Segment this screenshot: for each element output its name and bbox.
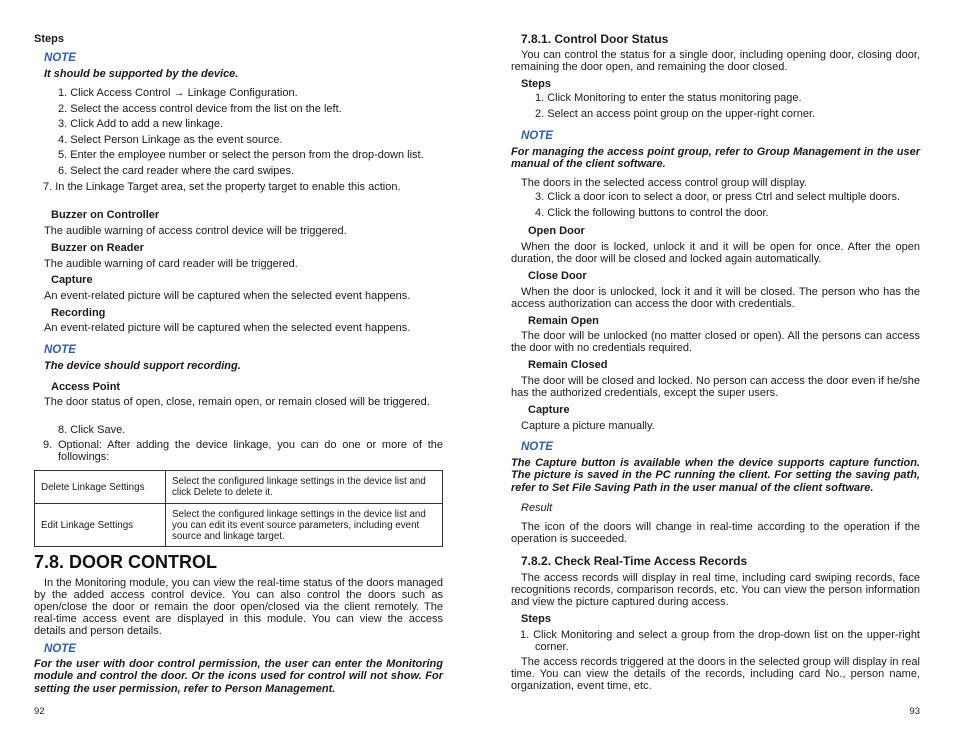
recording-text: An event-related picture will be captured when the selected event happens. (44, 322, 411, 334)
buzzer-reader-title: Buzzer on Reader (51, 242, 144, 254)
table-cell-desc: Select the configured linkage settings in the device list and you can edit its event source parameters, including event source and linkage target. (166, 504, 443, 547)
capture-text: An event-related picture will be captured when the selected event happens. (44, 290, 411, 302)
step-item (34, 102, 443, 118)
capture-title: Capture (51, 274, 93, 286)
step-item (34, 148, 443, 164)
table-row (35, 504, 443, 547)
step-text: 3. Click Add to add a new linkage. (58, 118, 224, 130)
step-text: 2. Select an access point group on the upper-right corner. (535, 107, 816, 120)
close-door-text: When the door is unlocked, lock it and it will be closed. The person who has the access authorization can access the door with credentials. (511, 286, 920, 310)
display-text: The doors in the selected access control group will display. (521, 177, 807, 189)
note-label: NOTE (521, 441, 553, 453)
table-cell-name: Delete Linkage Settings (35, 471, 166, 504)
step-text: 1. Click Monitoring and select a group from the drop-down list on the upper-right corner. (520, 629, 920, 653)
step-item (511, 91, 920, 107)
step-item (511, 190, 920, 206)
linkage-table (34, 470, 443, 547)
buzzer-controller-title: Buzzer on Controller (51, 209, 160, 221)
buzzer-controller-text: The audible warning of access control device will be triggered. (44, 225, 347, 237)
step-item (511, 629, 920, 653)
final-text: The access records triggered at the doors in the selected group will display in real time. You can view the details of the records, including card No., person name, organization, event time, etc. (511, 656, 920, 692)
capture-title: Capture (528, 404, 570, 416)
note-text: The device should support recording. (44, 360, 241, 372)
note-text: For managing the access point group, refer to Group Management in the user manual of the client software. (511, 146, 920, 171)
section-title: 7.8. DOOR CONTROL (34, 552, 218, 572)
note-label: NOTE (44, 643, 76, 655)
step-item (34, 423, 443, 439)
step-text: 1. Click Access Control → Linkage Configuration. (58, 87, 298, 99)
result-heading: Result (521, 502, 553, 514)
subsection-text: You can control the status for a single door, including opening door, closing door, remaining the door open, and remaining the door closed. (511, 49, 920, 73)
step-item (34, 164, 443, 180)
step-item (34, 181, 443, 193)
step-text: 7. In the Linkage Target area, set the property target to enable this action. (43, 181, 401, 193)
table-cell-desc: Select the configured linkage settings in the device list and click Delete to delete it. (166, 471, 443, 504)
step-text: 4. Select Person Linkage as the event source. (58, 133, 283, 146)
step-text: 8. Click Save. (58, 424, 126, 436)
note-label: NOTE (44, 344, 76, 356)
result-text: The icon of the doors will change in real-time according to the operation if the operation is succeeded. (511, 521, 920, 545)
steps-list (511, 190, 920, 221)
step-text: 6. Select the card reader where the card swipes. (58, 164, 295, 177)
step-text: 1. Click Monitoring to enter the status monitoring page. (535, 92, 802, 104)
capture-text: Capture a picture manually. (521, 420, 655, 432)
subsection-title: 7.8.2. Check Real-Time Access Records (521, 554, 748, 568)
right-page (477, 0, 954, 738)
open-door-text: When the door is locked, unlock it and it will be open for once. After the open duration, the door will be closed and locked again automatically. (511, 241, 920, 265)
steps-heading: Steps (521, 78, 551, 90)
note-label: NOTE (44, 52, 76, 64)
remain-open-text: The door will be unlocked (no matter closed or open). All the persons can access the door with no credentials required. (511, 330, 920, 354)
steps-list (34, 86, 443, 193)
steps-heading: Steps (34, 33, 64, 45)
step-item (34, 117, 443, 133)
step-text: 3. Click a door icon to select a door, or press Ctrl and select multiple doors. (535, 191, 901, 203)
subsection-text: The access records will display in real time, including card swiping records, face recognitions records, comparison records, etc. You can view the person information and view the picture captured during access. (511, 572, 920, 608)
step-item (34, 439, 443, 463)
table-cell-name: Edit Linkage Settings (35, 504, 166, 547)
table-row (35, 471, 443, 504)
section-text: In the Monitoring module, you can view the real-time status of the doors managed by the added access control device. You can also control the doors such as open/close the door or remain the door open/closed via the client remotely. The real-time access event are displayed in this module. You can view the access details and person details. (34, 577, 443, 637)
access-point-text: The door status of open, close, remain open, or remain closed will be triggered. (44, 396, 430, 408)
access-point-title: Access Point (51, 381, 121, 393)
steps-list (511, 91, 920, 122)
steps-heading: Steps (521, 613, 551, 625)
step-text: 2. Select the access control device from the list on the left. (58, 102, 342, 115)
recording-title: Recording (51, 307, 106, 319)
note-text: It should be supported by the device. (44, 68, 239, 80)
remain-closed-text: The door will be closed and locked. No person can access the door even if he/she has the authorized credentials, except the super users. (511, 375, 920, 399)
step-text: 5. Enter the employee number or select the person from the drop-down list. (58, 149, 424, 161)
buzzer-reader-text: The audible warning of card reader will be triggered. (44, 258, 298, 270)
close-door-title: Close Door (528, 270, 587, 282)
steps-list (34, 423, 443, 463)
note-label: NOTE (521, 130, 553, 142)
step-item (511, 206, 920, 222)
remain-closed-title: Remain Closed (528, 359, 608, 371)
page-number: 92 (34, 706, 45, 717)
step-text: 9. Optional: After adding the device linkage, you can do one or more of the followings: (43, 438, 443, 463)
note-text: The Capture button is available when the device supports capture function. The picture is saved in the PC running the client. For setting the saving path, refer to Set File Saving Path in the user manual of the client software. (511, 457, 920, 494)
steps-list (511, 629, 920, 653)
step-item (511, 107, 920, 123)
page-number: 93 (909, 706, 920, 717)
step-item (34, 133, 443, 149)
step-text: 4. Click the following buttons to control the door. (535, 206, 769, 219)
open-door-title: Open Door (528, 225, 585, 237)
remain-open-title: Remain Open (528, 315, 599, 327)
note-text: For the user with door control permission, the user can enter the Monitoring module and control the door. Or the icons used for control will not show. For setting the user permission, refer to Person Management. (34, 658, 443, 695)
subsection-title: 7.8.1. Control Door Status (521, 32, 669, 46)
step-item (34, 86, 443, 102)
